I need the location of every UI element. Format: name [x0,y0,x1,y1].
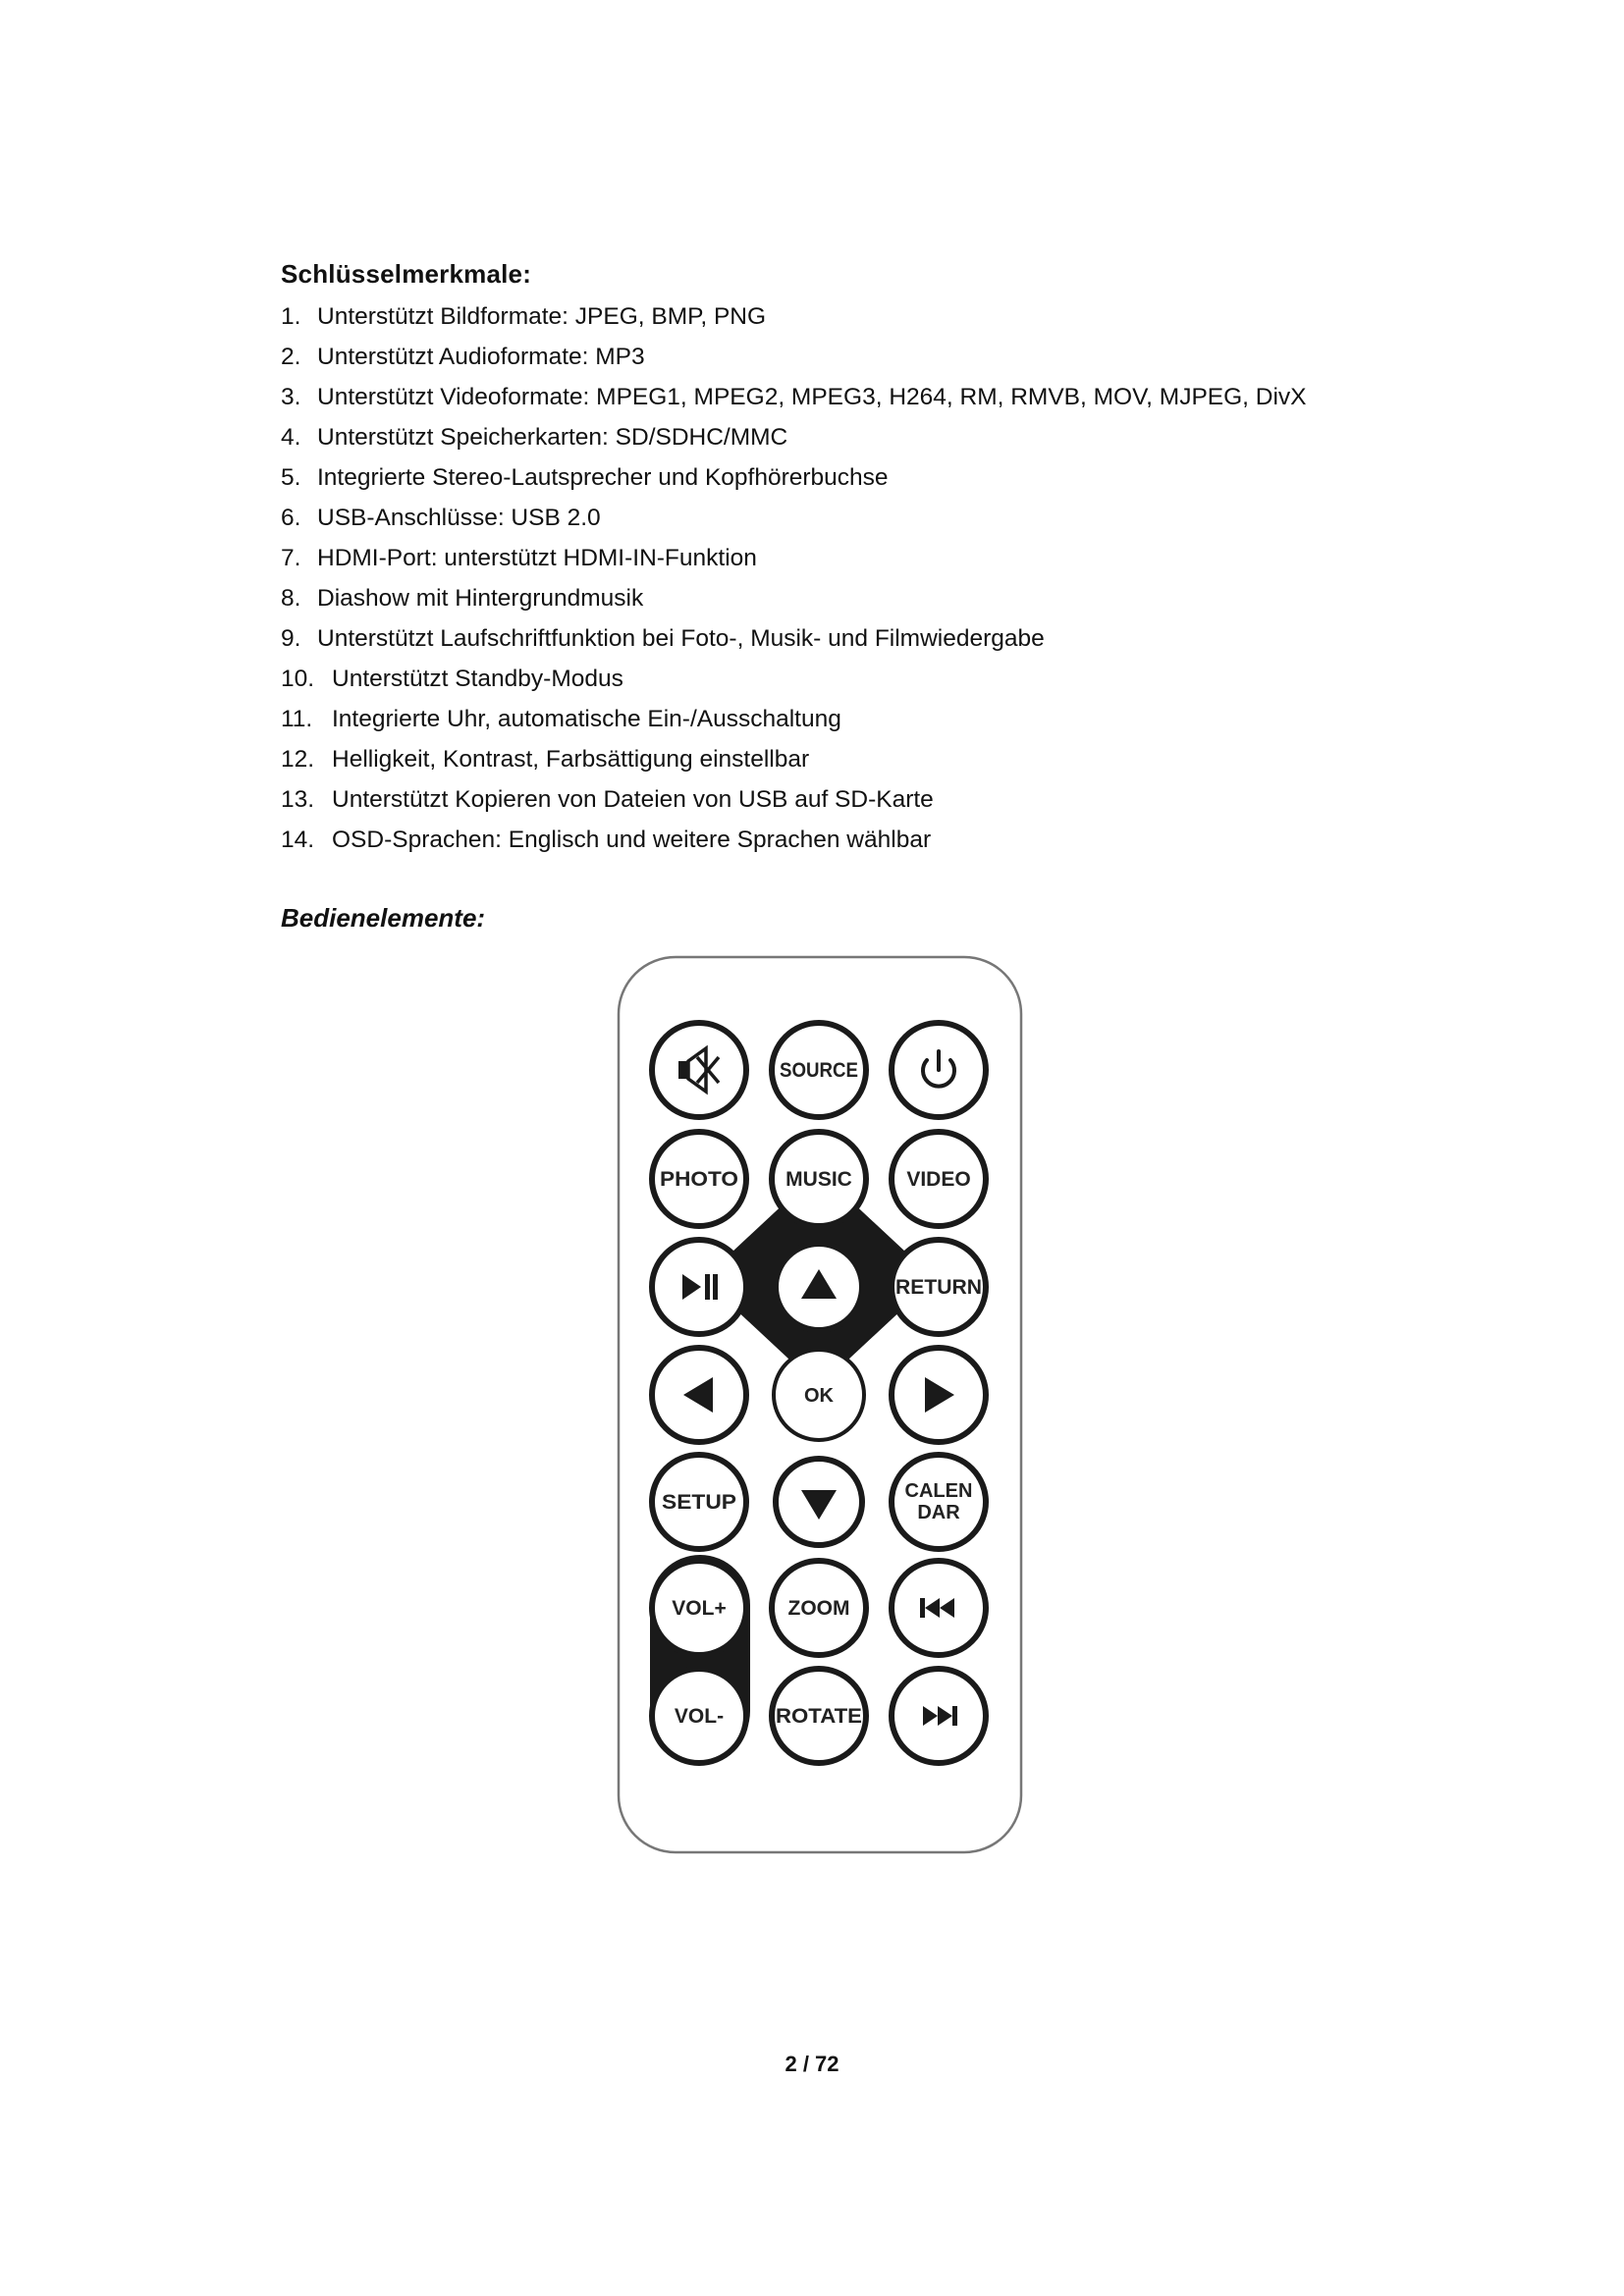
list-item: 5. Integrierte Stereo-Lautsprecher und Kopfhörerbuchse [281,464,889,491]
svg-text:MUSIC: MUSIC [785,1168,852,1191]
play-pause-button[interactable] [652,1240,746,1334]
source-button[interactable] [772,1023,866,1117]
list-item: 1. Unterstützt Bildformate: JPEG, BMP, PNG [281,303,767,330]
mute-button[interactable] [652,1023,746,1117]
volume-down-button[interactable] [652,1669,746,1763]
rotate-button[interactable] [772,1669,866,1763]
zoom-button[interactable] [772,1561,866,1655]
calendar-button[interactable] [892,1455,986,1549]
list-item: 7. HDMI-Port: unterstützt HDMI-IN-Funktion [281,545,757,571]
photo-button[interactable] [652,1132,746,1226]
feature-list [281,296,1307,860]
previous-button[interactable] [892,1561,986,1655]
svg-text:ZOOM: ZOOM [787,1597,850,1620]
svg-text:OK: OK [804,1385,834,1407]
page-number: 2 / 72 [785,2052,839,2076]
ok-button[interactable] [774,1350,864,1440]
key-features-heading: Schlüsselmerkmale: [281,259,532,289]
list-item: 10. Unterstützt Standby-Modus [281,666,623,692]
svg-text:VIDEO: VIDEO [906,1168,971,1191]
music-button[interactable] [772,1132,866,1226]
svg-text:SETUP: SETUP [662,1491,736,1514]
list-item: 6. USB-Anschlüsse: USB 2.0 [281,505,601,531]
svg-text:CALEN: CALEN [904,1480,973,1502]
svg-text:DAR: DAR [917,1502,960,1523]
left-button[interactable] [652,1348,746,1442]
list-item: 13. Unterstützt Kopieren von Dateien von USB auf SD-Karte [281,786,934,813]
controls-heading: Bedienelemente: [281,903,486,933]
next-button[interactable] [892,1669,986,1763]
right-button[interactable] [892,1348,986,1442]
setup-button[interactable] [652,1455,746,1549]
svg-text:SOURCE: SOURCE [780,1059,858,1082]
list-item: 8. Diashow mit Hintergrundmusik [281,585,644,612]
list-item: 9. Unterstützt Laufschriftfunktion bei Foto-, Musik- und Filmwiedergabe [281,625,1045,652]
power-button[interactable] [892,1023,986,1117]
list-item: 12. Helligkeit, Kontrast, Farbsättigung einstellbar [281,746,810,773]
svg-text:ROTATE: ROTATE [776,1705,862,1728]
list-item: 4. Unterstützt Speicherkarten: SD/SDHC/MMC [281,424,788,451]
svg-text:VOL+: VOL+ [672,1597,727,1620]
svg-text:RETURN: RETURN [895,1276,982,1299]
remote-control [617,955,1023,1854]
svg-text:PHOTO: PHOTO [660,1168,738,1191]
up-button[interactable] [776,1244,862,1330]
list-item: 11. Integrierte Uhr, automatische Ein-/Ausschaltung [281,706,841,732]
remote-control-illustration [617,955,1023,1854]
list-item: 3. Unterstützt Videoformate: MPEG1, MPEG2, MPEG3, H264, RM, RMVB, MOV, MJPEG, DivX [281,384,1307,410]
volume-up-button[interactable] [652,1561,746,1655]
return-button[interactable] [892,1240,986,1334]
down-button[interactable] [776,1459,862,1545]
svg-text:VOL-: VOL- [674,1705,725,1728]
list-item: 14. OSD-Sprachen: Englisch und weitere Sprachen wählbar [281,827,932,853]
list-item: 2. Unterstützt Audioformate: MP3 [281,344,645,370]
video-button[interactable] [892,1132,986,1226]
